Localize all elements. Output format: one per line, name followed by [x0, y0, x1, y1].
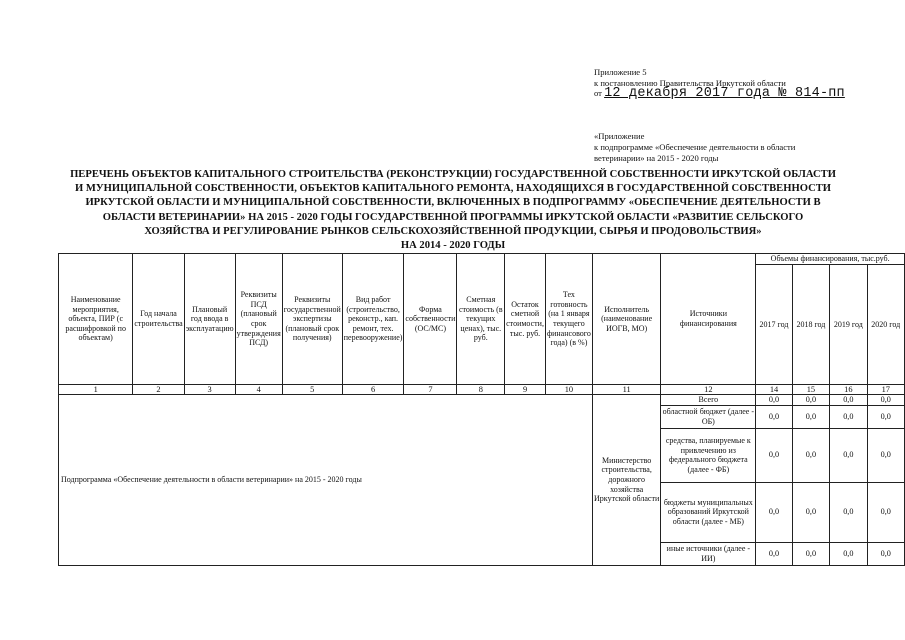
header-sources: Источники финансирования: [661, 254, 756, 385]
header-name: Наименование мероприятия, объекта, ПИР (с расшифровкой по объектам): [59, 254, 133, 385]
header-work-type: Вид работ (строительство, реконстр., кап. ремонт, тех. перевооружение): [342, 254, 404, 385]
value-cell: 0,0: [792, 395, 829, 406]
header-year-2017: 2017 год: [756, 265, 792, 385]
header-expertise: Реквизиты государственной экспертизы (плановый срок получения): [282, 254, 342, 385]
sub-appendix-line3: ветеринарии» на 2015 - 2020 годы: [594, 153, 719, 163]
col-num: 4: [235, 385, 282, 395]
value-cell: 0,0: [830, 482, 867, 542]
col-num: 10: [545, 385, 592, 395]
col-num: 16: [830, 385, 867, 395]
appendix-date-line: [594, 88, 845, 99]
header-estimated-cost: Сметная стоимость (в текущих ценах), тыс. руб.: [457, 254, 505, 385]
header-row-top: [59, 254, 905, 265]
appendix-date: 12 декабря 2017 года № 814-пп: [604, 86, 845, 101]
document-title: [58, 168, 848, 253]
col-num: 7: [404, 385, 457, 395]
value-cell: 0,0: [867, 482, 904, 542]
appendix-block: [594, 67, 845, 99]
col-num: 9: [505, 385, 546, 395]
appendix-decree-ref: к постановлению Правительства Иркутской области: [594, 78, 786, 88]
col-num: 14: [756, 385, 792, 395]
value-cell: 0,0: [867, 395, 904, 406]
col-num: 17: [867, 385, 904, 395]
value-cell: 0,0: [830, 428, 867, 482]
sub-appendix-line1: «Приложение: [594, 131, 645, 141]
header-volumes: Объемы финансирования, тыс.руб.: [756, 254, 905, 265]
subprogram-name: Подпрограмма «Обеспечение деятельности в области ветеринарии» на 2015 - 2020 годы: [59, 395, 593, 566]
header-year-2020: 2020 год: [867, 265, 904, 385]
source-federal: средства, планируемые к привлечению из федерального бюджета (далее - ФБ): [661, 428, 756, 482]
value-cell: 0,0: [792, 542, 829, 565]
title-line-5: ХОЗЯЙСТВА И РЕГУЛИРОВАНИЕ РЫНКОВ СЕЛЬСКОХОЗЯЙСТВЕННОЙ ПРОДУКЦИИ, СЫРЬЯ И ПРОДОВОЛЬСТВИЯ»: [144, 225, 762, 237]
value-cell: 0,0: [756, 428, 792, 482]
appendix-from: от: [594, 88, 602, 98]
col-num: 6: [342, 385, 404, 395]
value-cell: 0,0: [867, 542, 904, 565]
value-cell: 0,0: [830, 542, 867, 565]
header-start-year: Год начала строительства: [133, 254, 184, 385]
source-total: Всего: [661, 395, 756, 406]
table-row: [59, 395, 905, 406]
title-line-6: НА 2014 - 2020 ГОДЫ: [400, 240, 506, 252]
value-cell: 0,0: [792, 482, 829, 542]
header-executor: Исполнитель (наименование ИОГВ, МО): [592, 254, 661, 385]
header-commission-year: Плановый год ввода в эксплуатацию: [184, 254, 235, 385]
header-psd: Реквизиты ПСД (плановый срок утверждения ПСД): [235, 254, 282, 385]
value-cell: 0,0: [867, 405, 904, 428]
sub-appendix-line2: к подпрограмме «Обеспечение деятельности в области: [594, 142, 796, 152]
header-year-2018: 2018 год: [792, 265, 829, 385]
value-cell: 0,0: [830, 395, 867, 406]
col-num: 3: [184, 385, 235, 395]
title-line-4: ОБЛАСТИ ВЕТЕРИНАРИИ» НА 2015 - 2020 ГОДЫ ГОСУДАРСТВЕННОЙ ПРОГРАММЫ ИРКУТСКОЙ ОБЛАСТИ «РАЗВИТИЕ СЕЛЬСКОГО: [102, 211, 804, 223]
header-remaining-cost: Остаток сметной стоимости, тыс. руб.: [505, 254, 546, 385]
source-other: иные источники (далее - ИИ): [661, 542, 756, 565]
source-regional: областной бюджет (далее - ОБ): [661, 405, 756, 428]
title-line-3: ИРКУТСКОЙ ОБЛАСТИ И МУНИЦИПАЛЬНОЙ СОБСТВЕННОСТИ, ВКЛЮЧЕННЫХ В ПОДПРОГРАММУ «ОБЕСПЕЧЕНИЕ ДЕЯТЕЛЬНОСТИ В: [85, 197, 821, 209]
executor-name: Министерство строительства, дорожного хозяйства Иркутской области: [592, 395, 661, 566]
col-num: 5: [282, 385, 342, 395]
objects-table: [58, 253, 905, 566]
col-num: 8: [457, 385, 505, 395]
sub-appendix-block: [594, 131, 795, 164]
value-cell: 0,0: [756, 482, 792, 542]
header-ownership: Форма собственности (ОС/МС): [404, 254, 457, 385]
title-line-1: ПЕРЕЧЕНЬ ОБЪЕКТОВ КАПИТАЛЬНОГО СТРОИТЕЛЬСТВА (РЕКОНСТРУКЦИИ) ГОСУДАРСТВЕННОЙ СОБСТВЕННОСТИ ИРКУТСКОЙ ОБЛАСТИ: [70, 169, 836, 180]
value-cell: 0,0: [756, 405, 792, 428]
value-cell: 0,0: [830, 405, 867, 428]
title-line-2: И МУНИЦИПАЛЬНОЙ СОБСТВЕННОСТИ, ОБЪЕКТОВ КАПИТАЛЬНОГО РЕМОНТА, НАХОДЯЩИХСЯ В ГОСУДАРСТВЕННОЙ СОБСТВЕННОСТИ: [74, 183, 832, 195]
value-cell: 0,0: [792, 405, 829, 428]
header-readiness: Тех готовность (на 1 января текущего финансового года) (в %): [545, 254, 592, 385]
col-num: 15: [792, 385, 829, 395]
col-num: 11: [592, 385, 661, 395]
value-cell: 0,0: [756, 542, 792, 565]
column-numbers-row: [59, 385, 905, 395]
appendix-number: Приложение 5: [594, 67, 647, 77]
value-cell: 0,0: [867, 428, 904, 482]
col-num: 2: [133, 385, 184, 395]
col-num: 1: [59, 385, 133, 395]
value-cell: 0,0: [756, 395, 792, 406]
value-cell: 0,0: [792, 428, 829, 482]
header-year-2019: 2019 год: [830, 265, 867, 385]
source-municipal: бюджеты муниципальных образований Иркутской области (далее - МБ): [661, 482, 756, 542]
col-num: 12: [661, 385, 756, 395]
